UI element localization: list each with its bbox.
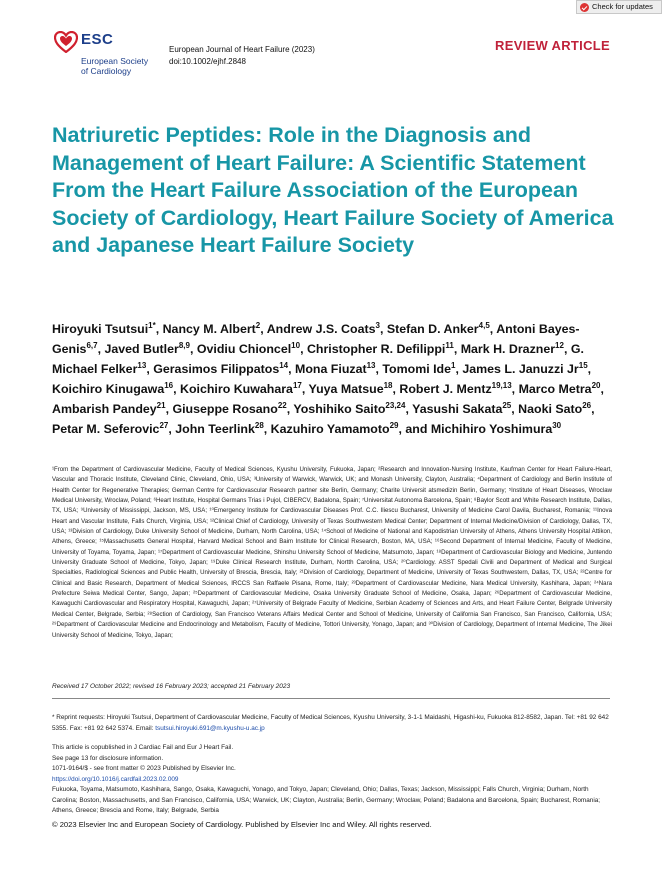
author-affiliation-number: 28 [254, 421, 264, 431]
author [412, 402, 511, 416]
author [104, 342, 190, 356]
logo-line-1: European Society [81, 56, 149, 66]
author-name: Antoni Bayes-Genis [52, 322, 580, 357]
author [52, 382, 173, 396]
author-affiliation-number: 1* [148, 321, 156, 330]
author [307, 342, 454, 356]
author-name: James L. Januzzi Jr [462, 362, 579, 377]
author [519, 382, 601, 396]
check-updates-icon [580, 3, 589, 12]
author [153, 362, 288, 376]
author-affiliation-number: 29 [389, 421, 399, 431]
author-affiliation-number: 1 [451, 361, 456, 371]
author [52, 402, 166, 416]
author-affiliation-number: 11 [445, 341, 454, 351]
author-name: Yuya Matsue [308, 382, 384, 397]
author [180, 382, 302, 396]
author [462, 362, 587, 376]
author-name: Javed Butler [104, 342, 179, 357]
author [518, 402, 591, 416]
disclosure-note: See page 13 for disclosure information. [52, 754, 164, 762]
journal-info [169, 44, 315, 68]
author-name: Robert J. Mentz [399, 382, 492, 397]
author-name: Nancy M. Albert [162, 322, 256, 337]
article-notes [52, 743, 612, 817]
check-for-updates-label: Check for updates [592, 2, 653, 11]
author-affiliation-number: 18 [383, 381, 393, 391]
author-affiliation-number: 16 [164, 381, 174, 391]
received-dates: Received 17 October 2022; revised 16 February 2023; accepted 21 February 2023 [52, 683, 291, 690]
author [172, 402, 286, 416]
check-for-updates-button[interactable] [576, 0, 662, 14]
front-matter-note: 1071-9164/$ - see front matter © 2023 Published by Elsevier Inc. [52, 765, 236, 772]
author [399, 382, 511, 396]
author-name: Kazuhiro Yamamoto [270, 422, 390, 437]
author-affiliation-number: 26 [582, 401, 592, 411]
author-affiliation-number: 6,7 [86, 341, 98, 351]
locations-note: Fukuoka, Toyama, Matsumoto, Kashihara, Sango, Osaka, Kawaguchi, Yonago, and Tokyo, Japan; Cleveland, Ohio; Dallas, Texas; Jackson, Mississippi; Falls Church, Virginia; Durham, North Carolina; Boston, Massachusetts, and San Francisco, California, USA; Warwick, UK; Clayton, Australia; Berlin, Germany; Wroclaw, Poland; Badalona and Barcelona, Spain; Bucharest, Romania; Athens, Greece; Brescia and Rome, Italy; Belgrade, Serbia [52, 786, 601, 814]
author-affiliation-number: 4,5 [478, 321, 490, 330]
reprint-text: * Reprint requests: Hiroyuki Tsutsui, Department of Cardiovascular Medicine, Faculty of Medical Sciences, Kyushu University, 3-1-1 Maidashi, Higashi-ku, Fukuoka 812-8582, Japan. Tel: +81 92 642 5355. Fax: +81 92 642 5374. Email: [52, 714, 609, 732]
doi-link[interactable]: https://doi.org/10.1016/j.cardfail.2023.02.009 [52, 775, 179, 783]
copyright: © 2023 Elsevier Inc and European Society of Cardiology. Published by Elsevier Inc and Wiley. All rights reserved. [52, 820, 432, 829]
author-name: Michihiro Yoshimura [430, 422, 553, 437]
author-name: Christopher R. Defilippi [306, 342, 446, 357]
logo-line-2: of Cardiology [81, 66, 132, 76]
author-name: Hiroyuki Tsutsui [52, 322, 149, 337]
author-affiliation-number: 13 [366, 361, 376, 371]
author [293, 402, 405, 416]
article-type: REVIEW ARTICLE [495, 38, 610, 53]
author-affiliation-number: 3 [375, 321, 380, 330]
author-name: Ovidiu Chioncel [196, 342, 292, 357]
article-title: Natriuretic Peptides: Role in the Diagnosis and Management of Heart Failure: A Scientific Statement From the Heart Failure Association of the European Society of Cardiology, Heart Failure Society of America and Japanese Heart Failure Society [52, 123, 614, 258]
author-affiliation-number: 21 [156, 401, 166, 411]
heart-logo-icon [54, 31, 78, 53]
reprint-email-link[interactable]: tsutsui.hiroyuki.691@m.kyushu-u.ac.jp [155, 724, 265, 732]
journal-name: European Journal of Heart Failure (2023) [169, 45, 315, 54]
author-name: Mona Fiuzat [295, 362, 367, 377]
author [295, 362, 376, 376]
author-affiliation-number: 20 [591, 381, 601, 391]
author [52, 322, 156, 336]
author-affiliation-number: 23,24 [385, 401, 406, 411]
author-affiliation-number: 17 [292, 381, 302, 391]
author [197, 342, 300, 356]
affiliations: ¹From the Department of Cardiovascular Medicine, Faculty of Medical Sciences, Kyushu University, Fukuoka, Japan; ²Research and Innovation-Nursing Institute, Kaufman Center for Heart Failure-Heart, Vascular and Thoracic Institute, Cleveland Clinic, Cleveland, Ohio, USA; ³University of Warwick, Warwick, UK; and Monash University, Clayton, Australia; ⁴Department of Cardiology and Berlin Institute of Health Center for Regenerative Therapies; German Centre for Cardiovascular Research partner site Berlin, Germany; Charite Universit atsmedizin Berlin, Germany; ⁵Institute of Heart Diseases, Wroclaw Medical University, Wroclaw, Poland; ⁶Heart Institute, Hospital Germans Trias i Pujol, CIBERCV, Badalona, Spain; ⁷Universitat Autonoma Barcelona, Spain; ⁸Baylor Scott and White Research Institute, Dallas, TX, USA; ⁹University of Mississippi, Jackson, MS, USA; ¹⁰Emergency Institute for Cardiovascular Diseases Prof. C.C. Iliescu Bucharest, University of Medicine Carol Davila, Bucharest, Romania; ¹¹Inova Heart and Vascular Institute, Falls Church, Virginia, USA; ¹²Clinical Chief of Cardiology, University of Texas Southwestern Medical Center; Department of Internal Medicine/Division of Cardiology, Dallas, TX, USA; ¹³Division of Cardiology, Duke University School of Medicine, Durham, North Carolina, USA; ¹⁴School of Medicine of National and Kapodistrian University of Athens, Athens University Hospital Attikon, Athens, Greece; ¹⁵Massachusetts General Hospital, Harvard Medical School and Baim Institute for Clinical Research, Boston, MA, USA; ¹⁶Second Department of Internal Medicine, Faculty of Medicine, University of Toyama, Toyama, Japan; ¹⁷Department of Cardiovascular Medicine, Shinshu University School of Medicine, Matsumoto, Japan; ¹⁸Department of Cardiovascular Biology and Medicine, Juntendo University Graduate School of Medicine, Tokyo, Japan; ¹⁹Duke Clinical Research Institute, Durham, Nortth Carolina, USA; ²⁰Cardiology. ASST Spedali Civili and Department of Medical and Surgical Specialties, Radiological Sciences and Public Health, University of Brescia, Brescia, Italy; ²¹Division of Cardiology, Department of Medicine, University of Texas Southwestern, Dallas, TX, USA; ²²Centre for Clinical and Basic Research, Department of Medical Sciences, IRCCS San Raffaele Pisana, Rome, Italy; ²³Department of Cardiovascular Medicine, Nara Medical University, Kashihara, Japan; ²⁴Nara Prefecture Seiwa Medical Center, Sango, Japan; ²⁵Department of Cardiovascular Medicine, Osaka University Graduate School of Medicine, Osaka, Japan; ²⁶Department of Cardiovascular Medicine, Kawaguchi Cardiovascular and Respiratory Hospital, Kawaguchi, Japan; ²⁷University of Belgrade Faculty of Medicine, Serbian Academy of Sciences and Arts, and Heart Failure Center, Belgrade University Medical Center, Belgrade, Serbia; ²⁸Section of Cardiology, San Francisco Veterans Affairs Medical Center and School of Medicine, University of California San Francisco, San Francisco, California, USA; ²⁹Department of Cardiovascular Medicine and Endocrinology and Metabolism, Faculty of Medicine, Tottori University, Yonago, Japan; and ³⁰Division of Cardiology, Department of Internal Medicine, The Jikei University School of Medicine, Tokyo, Japan; [52, 466, 612, 639]
reprint-requests [52, 713, 612, 734]
author [267, 322, 380, 336]
author [387, 322, 490, 336]
author [271, 422, 399, 436]
author-affiliation-number: 30 [552, 421, 562, 431]
copublish-note: This article is copublished in J Cardiac Fail and Eur J Heart Fail. [52, 744, 234, 751]
author-affiliation-number: 27 [159, 421, 169, 431]
author-name: Giuseppe Rosano [172, 402, 278, 417]
author-affiliation-number: 15 [578, 361, 588, 371]
author-name: Naoki Sato [518, 402, 583, 417]
author-name: John Teerlink [175, 422, 255, 437]
author-name: Tomomi Ide [382, 362, 452, 377]
author-name: Yasushi Sakata [412, 402, 503, 417]
logo-esc-text: ESC [81, 31, 114, 48]
divider [52, 698, 610, 699]
author [163, 322, 261, 336]
author-name: Andrew J.S. Coats [266, 322, 376, 337]
author [175, 422, 264, 436]
author [431, 422, 561, 436]
author-name: Mark H. Drazner [460, 342, 556, 357]
esc-logo [54, 29, 164, 77]
author-name: Koichiro Kinugawa [52, 382, 165, 397]
author-name: Ambarish Pandey [52, 402, 157, 417]
author-name: Yoshihiko Saito [293, 402, 386, 417]
author-affiliation-number: 22 [277, 401, 287, 411]
author-affiliation-number: 12 [555, 341, 564, 351]
author-affiliation-number: 2 [255, 321, 261, 330]
author-affiliation-number: 13 [137, 361, 147, 371]
author-name: Stefan D. Anker [386, 322, 479, 337]
author-affiliation-number: 25 [502, 401, 512, 411]
author [461, 342, 564, 356]
logo-society-name [81, 56, 148, 76]
author [309, 382, 393, 396]
author-name: Gerasimos Filippatos [153, 362, 280, 377]
author [382, 362, 455, 376]
author-name: G. Michael Felker [52, 342, 584, 377]
author-list: Hiroyuki Tsutsui$^{1*}$, Nancy M. Albert$^2$, Andrew J.S. Coats$^3$, Stefan D. Anker$^{4,5}$, Antoni Bayes-Genis$^{6,7}$, Javed Butler$^{8,9}$, Ovidiu Chioncel$^{10}$, Christopher R. Defilippi$^{11}$, Mark H. Drazner$^{12}$, G. Michael Felker$^{13}$, Gerasimos Filippatos$^{14}$, Mona Fiuzat$^{13}$, Tomomi Ide$^1$, James L. Januzzi Jr$^{15}$, Koichiro Kinugawa$^{16}$, Koichiro Kuwahara$^{17}$, Yuya Matsue$^{18}$, Robert J. Mentz$^{19,13}$, Marco Metra$^{20}$, Ambarish Pandey$^{21}$, Giuseppe Rosano$^{22}$, Yoshihiko Saito$^{23,24}$, Yasushi Sakata$^{25}$, Naoki Sato$^{26}$, Petar M. Seferovic$^{27}$, John Teerlink$^{28}$, Kazuhiro Yamamoto$^{29}$, and Michihiro Yoshimura$^{30}$ [52, 321, 604, 437]
author-affiliation-number: 19,13 [491, 381, 512, 391]
author-name: Petar M. Seferovic [52, 422, 160, 437]
author [52, 422, 168, 436]
journal-doi: doi:10.1002/ejhf.2848 [169, 57, 246, 66]
author-name: Marco Metra [518, 382, 592, 397]
author-name: Koichiro Kuwahara [180, 382, 293, 397]
author-affiliation-number: 14 [279, 361, 289, 371]
author-affiliation-number: 8,9 [178, 341, 190, 351]
author-affiliation-number: 10 [291, 341, 301, 351]
